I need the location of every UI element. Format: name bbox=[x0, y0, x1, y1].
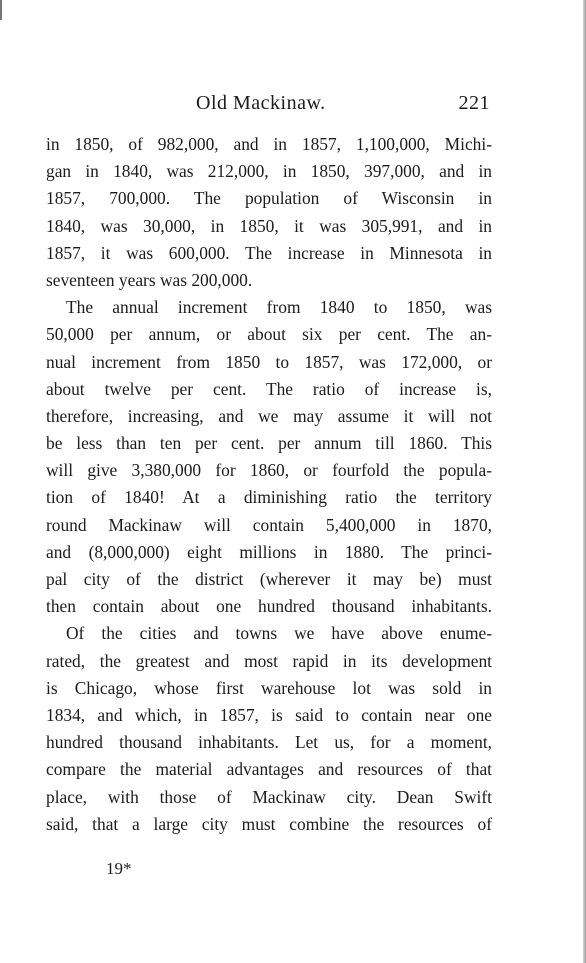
text-line: 50,000 per annum, or about six per cent. The an- bbox=[46, 324, 492, 345]
text-line: then contain about one hundred thousand inhabitants. bbox=[46, 596, 492, 617]
text-line: 1857, 700,000. The population of Wisconsin in bbox=[46, 188, 492, 209]
text-line: in 1850, of 982,000, and in 1857, 1,100,000, Michi- bbox=[46, 134, 492, 154]
scan-edge-mark bbox=[0, 0, 2, 20]
text-line: said, that a large city must combine the resources of bbox=[46, 813, 492, 834]
page-number: 221 bbox=[458, 92, 490, 114]
text-line: seventeen years was 200,000. bbox=[46, 269, 253, 290]
body-text bbox=[46, 131, 492, 838]
text-line: tion of 1840! At a diminishing ratio the territory bbox=[46, 487, 492, 508]
text-line: round Mackinaw will contain 5,400,000 in 1870, bbox=[46, 514, 492, 535]
text-line: will give 3,380,000 for 1860, or fourfold the popula- bbox=[46, 460, 492, 481]
text-line: is Chicago, whose first warehouse lot was sold in bbox=[46, 677, 492, 698]
signature-mark: 19* bbox=[106, 859, 132, 878]
text-line: 1840, was 30,000, in 1850, it was 305,991, and in bbox=[46, 215, 492, 236]
text-line: 1834, and which, in 1857, is said to contain near one bbox=[46, 704, 492, 725]
text-line: The annual increment from 1840 to 1850, was bbox=[66, 297, 492, 318]
text-line: nual increment from 1850 to 1857, was 172,000, or bbox=[46, 351, 492, 372]
text-line: place, with those of Mackinaw city. Dean Swift bbox=[46, 786, 492, 807]
text-line: hundred thousand inhabitants. Let us, for a moment, bbox=[46, 732, 492, 753]
running-title: Old Mackinaw. bbox=[196, 92, 326, 114]
running-head bbox=[46, 92, 490, 122]
text-line: and (8,000,000) eight millions in 1880. The princi- bbox=[46, 541, 492, 562]
text-line: rated, the greatest and most rapid in its development bbox=[46, 650, 492, 671]
text-line: gan in 1840, was 212,000, in 1850, 397,000, and in bbox=[46, 161, 492, 182]
text-line: compare the material advantages and resources of that bbox=[46, 759, 492, 780]
text-line: therefore, increasing, and we may assume it will not bbox=[46, 405, 492, 426]
text-line: pal city of the district (wherever it may be) must bbox=[46, 569, 492, 589]
text-line: Of the cities and towns we have above enume- bbox=[66, 623, 492, 644]
text-line: about twelve per cent. The ratio of increase is, bbox=[46, 378, 492, 399]
text-line: be less than ten per cent. per annum till 1860. This bbox=[46, 433, 492, 454]
text-line: 1857, it was 600,000. The increase in Minnesota in bbox=[46, 242, 492, 263]
